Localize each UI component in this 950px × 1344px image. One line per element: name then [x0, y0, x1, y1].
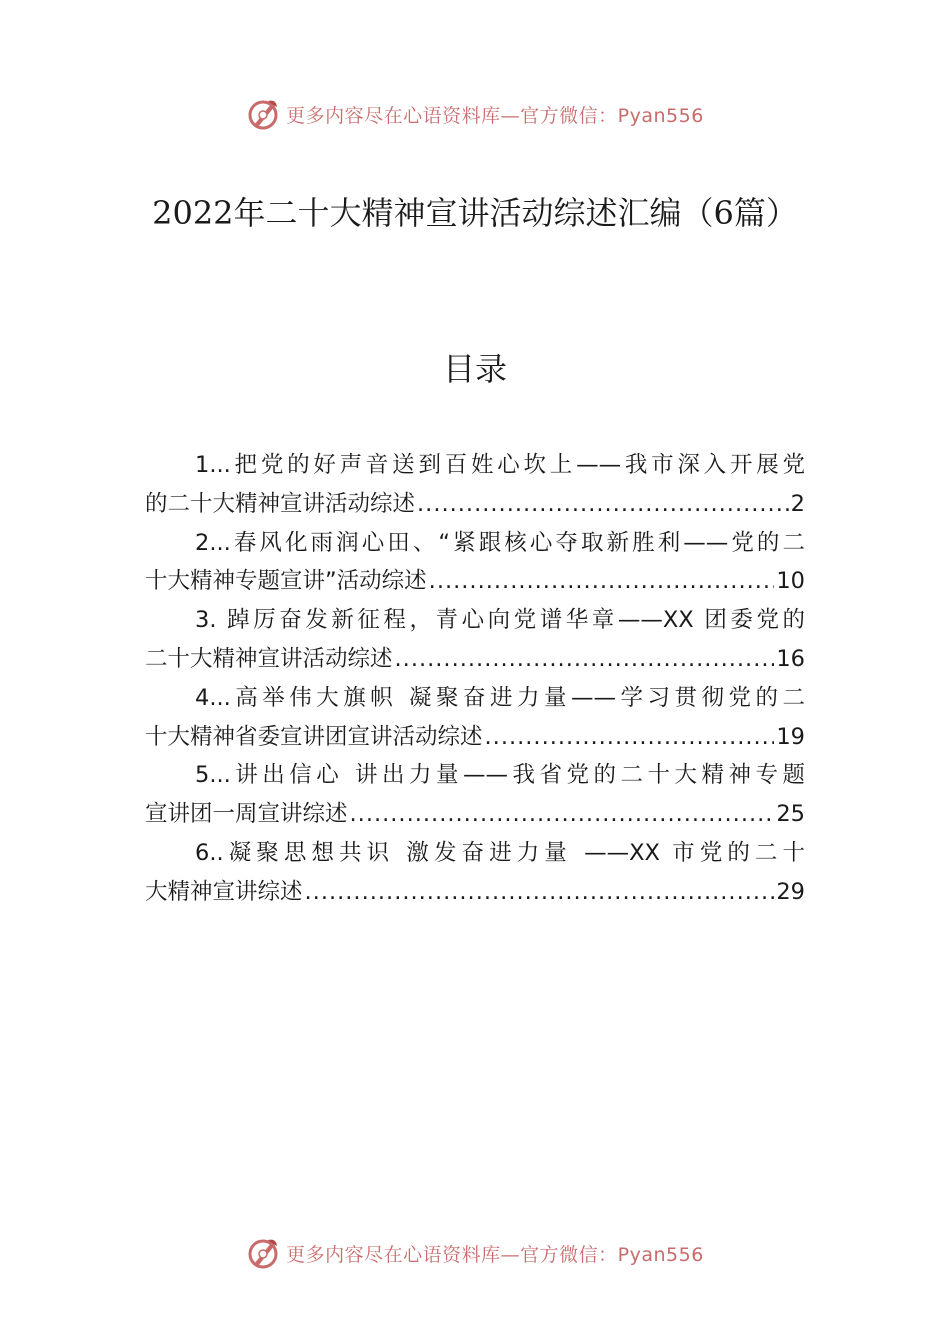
toc-entry-title-cont: 十大精神专题宣讲”活动综述: [145, 568, 427, 595]
footer-watermark: [0, 1233, 950, 1273]
wechat-id: Pyan556: [617, 104, 704, 127]
dot-leader: [429, 562, 775, 601]
toc-page-number: 29: [776, 878, 805, 905]
toc-page-number: 25: [776, 801, 805, 828]
toc-entry-title: 5...讲出信心 讲出力量——我省党的二十大精神专题: [195, 762, 805, 789]
toc-entry-4[interactable]: [145, 679, 805, 757]
toc-entry-title-cont: 大精神宣讲综述: [145, 878, 303, 905]
toc-entry-title-cont: 二十大精神宣讲活动综述: [145, 645, 393, 672]
quill-pen-logo-icon: [246, 97, 280, 131]
toc-entry-6[interactable]: [145, 834, 805, 912]
toc-entry-5[interactable]: [145, 756, 805, 834]
wechat-id: Pyan556: [617, 1243, 704, 1266]
quill-pen-logo-icon: [246, 1236, 280, 1270]
dot-leader: [305, 873, 775, 912]
toc-entry-title: 4...高举伟大旗帜 凝聚奋进力量——学习贯彻党的二: [195, 684, 805, 711]
table-of-contents: [145, 446, 805, 912]
toc-page-number: 10: [776, 568, 805, 595]
watermark-text: 更多内容尽在心语资料库—官方微信：Pyan556: [286, 104, 704, 127]
toc-entry-title-cont: 宣讲团一周宣讲综述: [145, 801, 348, 828]
toc-heading: 目录: [442, 350, 507, 388]
toc-entry-3[interactable]: [145, 601, 805, 679]
toc-entry-2[interactable]: [145, 524, 805, 602]
toc-entry-1[interactable]: [145, 446, 805, 524]
dot-leader: [395, 640, 775, 679]
dot-leader: [485, 718, 775, 757]
toc-entry-title: 2...春风化雨润心田、“紧跟核心夺取新胜利——党的二: [195, 529, 805, 556]
document-title: 2022年二十大精神宣讲活动综述汇编（6篇）: [152, 194, 798, 232]
toc-page-number: 19: [776, 723, 805, 750]
toc-entry-title-cont: 十大精神省委宣讲团宣讲活动综述: [145, 723, 483, 750]
header-watermark: [0, 94, 950, 134]
dot-leader: [417, 485, 789, 524]
toc-entry-title-cont: 的二十大精神宣讲活动综述: [145, 490, 416, 517]
toc-entry-title: 1...把党的好声音送到百姓心坎上——我市深入开展党: [195, 452, 805, 478]
toc-page-number: 2: [790, 490, 805, 517]
toc-entry-title: 3. 踔厉奋发新征程，青心向党谱华章——XX 团委党的: [195, 607, 805, 634]
dot-leader: [350, 795, 775, 834]
watermark-text: 更多内容尽在心语资料库—官方微信：Pyan556: [286, 1243, 704, 1266]
toc-page-number: 16: [776, 645, 805, 672]
toc-entry-title: 6..凝聚思想共识 激发奋进力量 ——XX 市党的二十: [195, 839, 805, 866]
